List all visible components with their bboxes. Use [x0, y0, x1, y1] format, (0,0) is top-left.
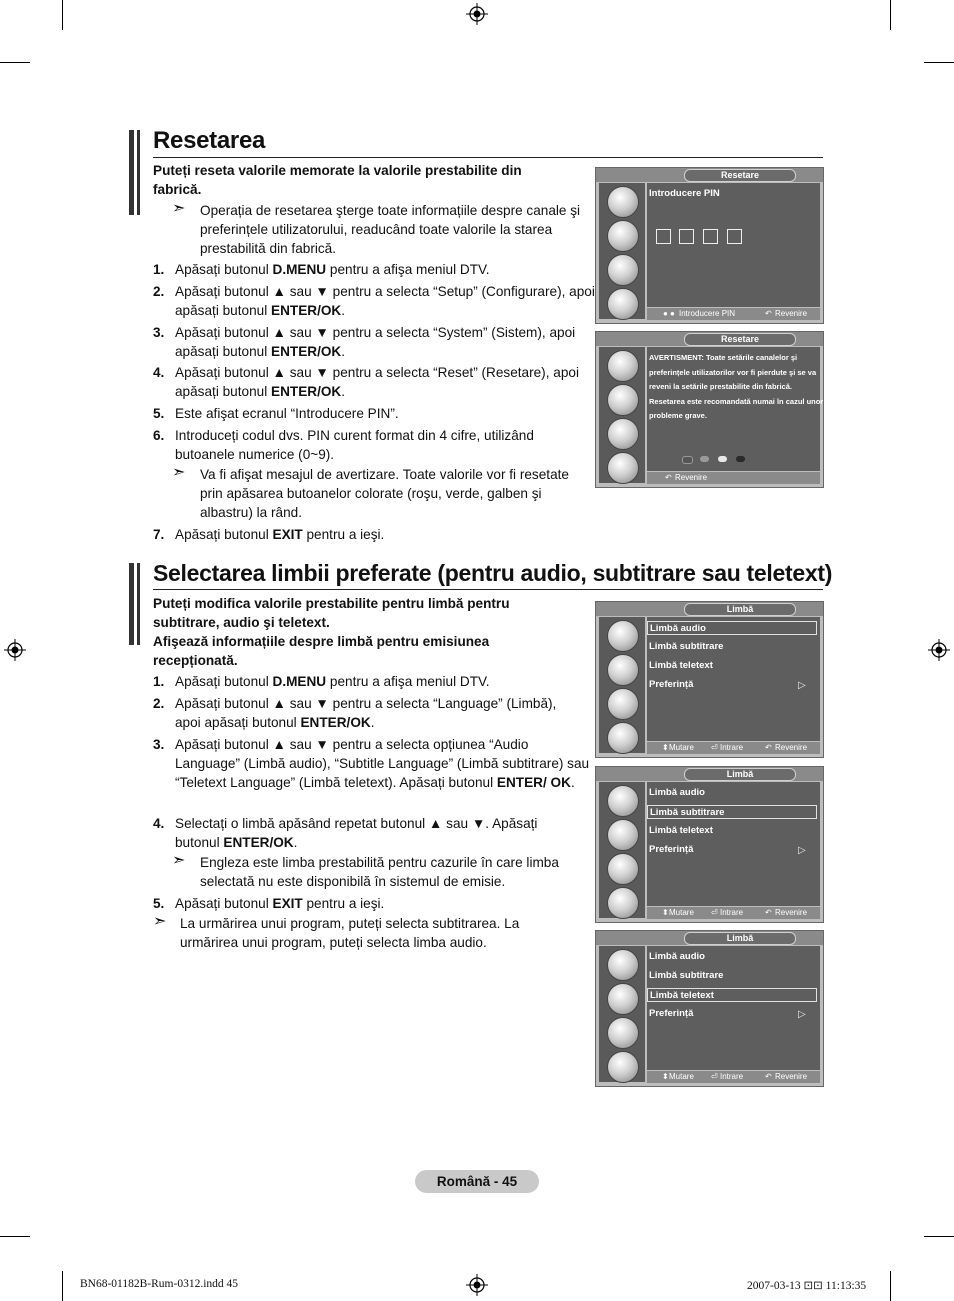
- antenna-icon: [607, 949, 639, 981]
- guide-icon: [607, 1051, 639, 1083]
- osd-reset-pin-screen: [595, 167, 824, 324]
- note-arrow-icon: ➣: [172, 852, 186, 869]
- note-arrow-icon: ➣: [172, 200, 186, 217]
- osd-foot-return: Revenire: [775, 1072, 808, 1081]
- osd-language-audio-selected: [595, 601, 824, 758]
- crop-mark: [890, 1271, 891, 1301]
- step-2-text: Apăsați butonul ▲ sau ▼ pentru a selecta “Setup” (Configurare), apoi apăsați butonul ENTER/OK.: [175, 284, 595, 318]
- section-bar: [137, 563, 140, 645]
- osd-menu-item[interactable]: Limbă subtitrare: [647, 805, 817, 819]
- osd-menu-item[interactable]: Limbă audio: [647, 621, 817, 635]
- step-7: 7.: [153, 527, 165, 542]
- note-subtitle-audio: La urmărirea unui program, puteți selecta subtitrarea. La urmărirea unui program, puteți selecta limba audio.: [180, 916, 520, 950]
- step-6: 6.: [153, 428, 165, 443]
- osd-foot-enter: Intrare: [720, 1072, 744, 1081]
- osd-tab-title: Resetare: [684, 169, 796, 182]
- osd-foot-return: Revenire: [775, 743, 808, 752]
- move-icon: ⬍: [662, 743, 669, 752]
- section-bar: [129, 563, 134, 645]
- move-icon: ⬍: [662, 908, 669, 917]
- pin-digit-box: [727, 229, 742, 244]
- setup-gear-icon: [607, 688, 639, 720]
- step-4: 4.: [153, 365, 165, 380]
- pin-digit-box: [679, 229, 694, 244]
- osd-reset-warning-screen: [595, 331, 824, 488]
- yellow-button-dot: [718, 456, 727, 462]
- crop-mark: [924, 62, 954, 63]
- osd-menu-item[interactable]: Preferință: [649, 844, 694, 855]
- number-keys-icon: ● ●: [663, 309, 675, 318]
- osd-foot-move: Mutare: [669, 1072, 694, 1081]
- channel-icon: [607, 220, 639, 252]
- osd-tab-title: Limbă: [684, 932, 796, 945]
- crop-mark: [62, 0, 63, 30]
- osd-foot-return: Revenire: [675, 473, 708, 482]
- registration-mark-icon: [466, 1274, 488, 1296]
- note-arrow-icon: ➣: [153, 913, 167, 930]
- enter-icon: ⏎: [711, 908, 718, 917]
- osd-foot-enter: Intrare: [720, 743, 744, 752]
- red-button-dot: [682, 456, 693, 464]
- antenna-icon: [607, 785, 639, 817]
- step-4-text: Apăsați butonul ▲ sau ▼ pentru a selecta “Reset” (Resetare), apoi apăsați butonul ENTER/OK.: [175, 365, 579, 399]
- title-rule: [153, 589, 823, 590]
- lang-step-4-text: Selectați o limbă apăsând repetat butonul ▲ sau ▼. Apăsați butonul ENTER/OK.: [175, 816, 538, 850]
- setup-gear-icon: [607, 1017, 639, 1049]
- section-title-language: Selectarea limbii preferate (pentru audio, subtitrare sau teletext): [153, 560, 833, 586]
- return-icon: ↶: [765, 743, 772, 752]
- move-icon: ⬍: [662, 1072, 669, 1081]
- guide-icon: [607, 288, 639, 320]
- step-3-text: Apăsați butonul ▲ sau ▼ pentru a selecta “System” (Sistem), apoi apăsați butonul ENTER/OK.: [175, 325, 576, 359]
- step-number: 1.: [153, 262, 165, 277]
- step-5: 5.: [153, 406, 165, 421]
- channel-icon: [607, 384, 639, 416]
- section-intro: Puteți reseta valorile memorate la valorile prestabilite din fabrică.: [153, 163, 522, 197]
- pin-digit-box: [656, 229, 671, 244]
- enter-icon: ⏎: [711, 743, 718, 752]
- registration-mark-icon: [928, 639, 950, 661]
- note-reset-info: Operația de resetarea şterge toate informațiile despre canale şi preferințele utilizatorului, readucând toate valorile la starea prestabilită din fabrică.: [200, 203, 581, 256]
- osd-tab-title: Resetare: [684, 333, 796, 346]
- osd-foot-move: Mutare: [669, 908, 694, 917]
- lang-step-5-text: Apăsați butonul EXIT pentru a ieşi.: [175, 896, 385, 911]
- osd-pin-heading: Introducere PIN: [649, 188, 720, 199]
- channel-icon: [607, 654, 639, 686]
- pin-digit-box: [703, 229, 718, 244]
- section-intro-1: Puteți modifica valorile prestabilite pentru limbă pentru subtitrare, audio şi teletext.: [153, 596, 510, 630]
- print-date-info: 2007-03-13 ⊡⊡ 11:13:35: [747, 1280, 867, 1292]
- setup-gear-icon: [607, 853, 639, 885]
- submenu-arrow-icon: ▷: [798, 845, 806, 856]
- lang-step-4: 4.: [153, 816, 165, 831]
- osd-foot-return: Revenire: [775, 908, 808, 917]
- step-2: 2.: [153, 284, 165, 299]
- osd-menu-item[interactable]: Limbă teletext: [649, 660, 713, 671]
- osd-menu-item[interactable]: Limbă subtitrare: [649, 970, 724, 981]
- print-file-info: BN68-01182B-Rum-0312.indd 45: [80, 1278, 239, 1290]
- note-default-language: Engleza este limba prestabilită pentru cazurile în care limba selectată nu este disponibilă în sistemul de emisie.: [200, 855, 559, 889]
- antenna-icon: [607, 350, 639, 382]
- osd-foot-move: Mutare: [669, 743, 694, 752]
- osd-tab-title: Limbă: [684, 603, 796, 616]
- osd-menu-item[interactable]: Preferință: [649, 1008, 694, 1019]
- return-icon: ↶: [765, 908, 772, 917]
- osd-menu-item[interactable]: Limbă teletext: [649, 825, 713, 836]
- crop-mark: [890, 0, 891, 30]
- step-6-text: Introduceți codul dvs. PIN curent format din 4 cifre, utilizând butoanele numerice (0~9).: [175, 428, 534, 462]
- osd-menu-item[interactable]: Limbă audio: [649, 951, 705, 962]
- lang-step-5: 5.: [153, 896, 165, 911]
- return-icon: ↶: [765, 309, 772, 318]
- section-bar: [137, 130, 140, 215]
- setup-gear-icon: [607, 254, 639, 286]
- osd-menu-item[interactable]: Limbă teletext: [647, 988, 817, 1002]
- section-title-resetarea: Resetarea: [153, 127, 266, 154]
- step-3: 3.: [153, 325, 165, 340]
- channel-icon: [607, 983, 639, 1015]
- return-icon: ↶: [765, 1072, 772, 1081]
- lang-step-2: 2.: [153, 696, 165, 711]
- submenu-arrow-icon: ▷: [798, 1009, 806, 1020]
- guide-icon: [607, 887, 639, 919]
- step-7-text: Apăsați butonul EXIT pentru a ieşi.: [175, 527, 385, 542]
- step-5-text: Este afişat ecranul “Introducere PIN”.: [175, 406, 399, 421]
- osd-warning-text: AVERTISMENT: Toate setările canalelor şi preferințele utilizatorilor vor fi pierdute şi se va reveni la setările prestabilite din fabrică. Resetarea este recomandată numai în cazul unor probleme grave.: [649, 353, 824, 420]
- osd-tab-title: Limbă: [684, 768, 796, 781]
- title-rule: [153, 157, 823, 158]
- osd-menu-item[interactable]: Preferință: [649, 679, 694, 690]
- step-1-text: Apăsați butonul D.MENU pentru a afişa meniul DTV.: [175, 262, 490, 277]
- enter-icon: ⏎: [711, 1072, 718, 1081]
- section-bar: [129, 130, 134, 215]
- submenu-arrow-icon: ▷: [798, 680, 806, 691]
- lang-step-1-text: Apăsați butonul D.MENU pentru a afişa meniul DTV.: [175, 674, 490, 689]
- registration-mark-icon: [4, 639, 26, 661]
- setup-gear-icon: [607, 418, 639, 450]
- crop-mark: [924, 1236, 954, 1237]
- return-icon: ↶: [665, 473, 672, 482]
- osd-foot-pin: Introducere PIN: [679, 309, 736, 318]
- guide-icon: [607, 722, 639, 754]
- crop-mark: [0, 1236, 30, 1237]
- crop-mark: [0, 62, 30, 63]
- crop-mark: [62, 1271, 63, 1301]
- lang-step-3-text: Apăsați butonul ▲ sau ▼ pentru a selecta opțiunea “Audio Language” (Limbă audio), “Subtitle Language” (Limbă subtitrare) sau “Teletext Language” (Limbă teletext). Apăsați butonul ENTER/ OK.: [175, 737, 590, 790]
- section-intro-2: Afişează informațiile despre limbă pentru emisiunea recepționată.: [153, 634, 490, 668]
- lang-step-3: 3.: [153, 737, 165, 752]
- lang-step-1: 1.: [153, 674, 165, 689]
- osd-foot-return: Revenire: [775, 309, 808, 318]
- osd-menu-item[interactable]: Limbă audio: [649, 787, 705, 798]
- osd-menu-item[interactable]: Limbă subtitrare: [649, 641, 724, 652]
- antenna-icon: [607, 620, 639, 652]
- blue-button-dot: [736, 456, 745, 462]
- green-button-dot: [700, 456, 709, 462]
- antenna-icon: [607, 186, 639, 218]
- page-number: Română - 45: [415, 1170, 539, 1193]
- osd-language-teletext-selected: [595, 930, 824, 1087]
- note-arrow-icon: ➣: [172, 464, 186, 481]
- osd-language-subtitle-selected: [595, 766, 824, 923]
- lang-step-2-text: Apăsați butonul ▲ sau ▼ pentru a selecta “Language” (Limbă), apoi apăsați butonul ENTER/OK.: [175, 696, 557, 730]
- registration-mark-icon: [466, 3, 488, 25]
- channel-icon: [607, 819, 639, 851]
- osd-foot-enter: Intrare: [720, 908, 744, 917]
- note-warning-info: Va fi afişat mesajul de avertizare. Toate valorile vor fi resetate prin apăsarea butoanelor colorate (roşu, verde, galben şi albastru) la rând.: [200, 467, 569, 520]
- guide-icon: [607, 452, 639, 484]
